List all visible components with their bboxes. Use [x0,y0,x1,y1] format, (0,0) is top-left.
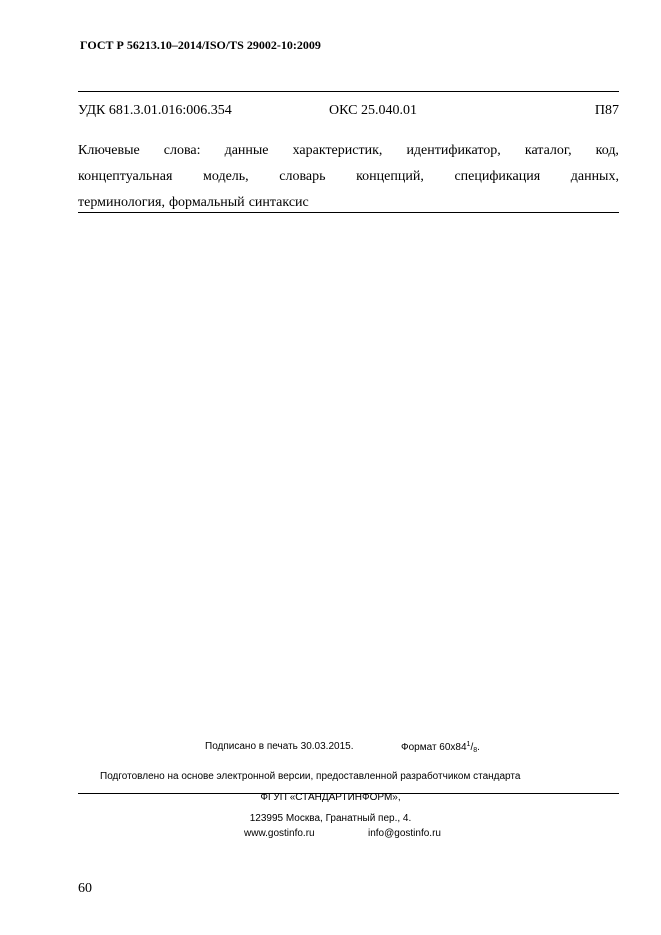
oks-code: ОКС 25.040.01 [329,103,417,118]
keyword-word: Ключевые [78,143,140,158]
format-prefix: Формат 60x84 [401,742,467,753]
document-header: ГОСТ Р 56213.10–2014/ISO/TS 29002-10:2009 [80,38,321,52]
page-number: 60 [78,881,92,896]
keyword-word: концептуальная [78,169,173,184]
keyword-word: идентификатор, [406,143,501,158]
keyword-word: данных, [570,169,619,184]
keyword-word: формальный [168,195,245,210]
keyword-word: характеристик, [292,143,383,158]
keywords-line-1 [78,138,619,164]
format-denominator: 8 [473,747,478,754]
keyword-word: код, [595,143,619,158]
keyword-word: синтаксис [248,195,309,210]
keyword-word: терминология, [78,195,165,210]
publisher-name: ФГУП «СТАНДАРТИНФОРМ», [260,792,401,803]
keywords-divider [78,212,619,213]
prepared-note: Подготовлено на основе электронной версии, предоставленной разработчиком стандарта [100,771,521,782]
format-numerator: 1 [466,741,471,748]
class-code: П87 [594,103,619,118]
publisher-address: 123995 Москва, Гранатный пер., 4. [249,813,412,824]
keyword-word: словарь [279,169,326,184]
top-divider [78,91,619,92]
keyword-word: концепций, [356,169,424,184]
keywords-line-2 [78,164,619,190]
keyword-word: данные [224,143,269,158]
email-link[interactable]: info@gostinfo.ru [368,828,441,839]
format-slash: / [470,742,474,753]
keywords-block [78,138,619,216]
udk-code: УДК 681.3.01.016:006.354 [78,103,232,118]
website-link[interactable]: www.gostinfo.ru [244,828,315,839]
keyword-word: слова: [163,143,201,158]
signed-date: Подписано в печать 30.03.2015. [205,741,354,752]
format-suffix: . [477,742,480,753]
keyword-word: спецификация [454,169,541,184]
keyword-word: каталог, [524,143,572,158]
keyword-word: модель, [202,169,249,184]
paper-format [401,741,480,754]
